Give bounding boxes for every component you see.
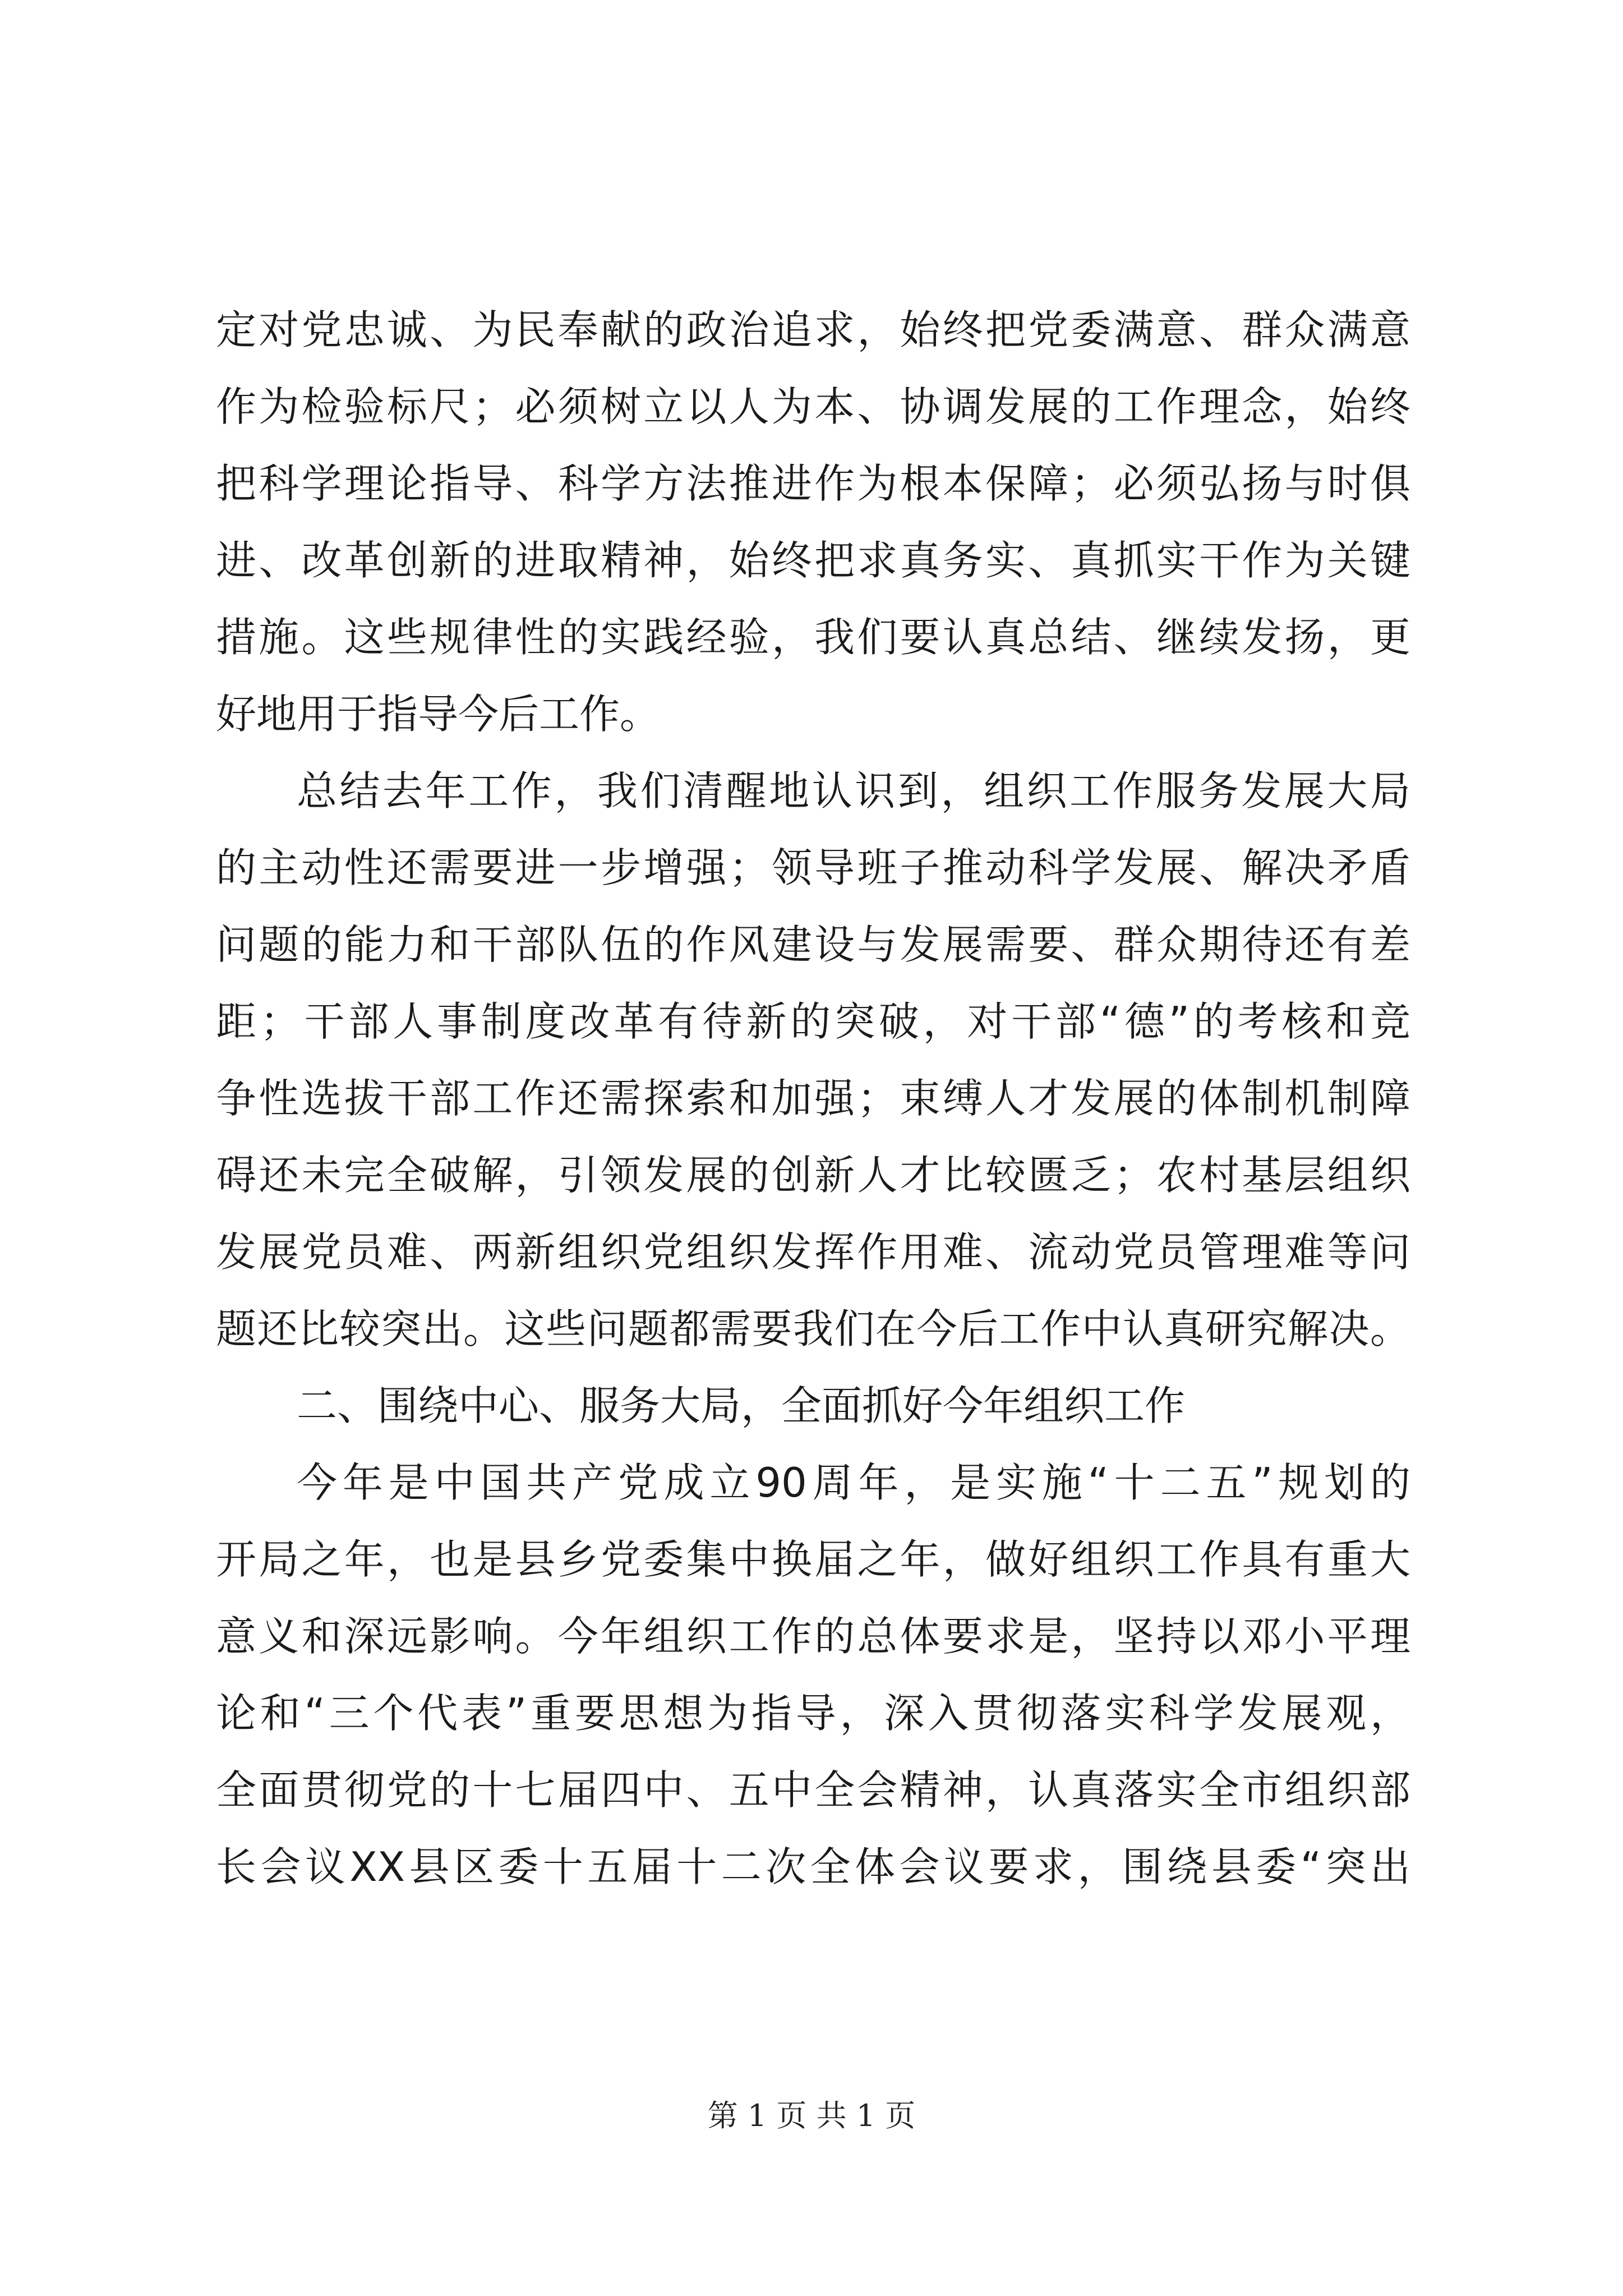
text-line: 好地用于指导今后工作。 bbox=[216, 691, 661, 738]
text-line: 把科学理论指导、科学方法推进作为根本保障；必须弘扬与时俱 bbox=[216, 460, 1410, 507]
text-line: 定对党忠诚、为民奉献的政治追求，始终把党委满意、群众满意 bbox=[216, 306, 1410, 353]
document-body bbox=[216, 292, 1410, 1906]
text-line: 距；干部人事制度改革有待新的突破，对干部“德”的考核和竞 bbox=[216, 998, 1410, 1045]
text-line: 今年是中国共产党成立90周年，是实施“十二五”规划的 bbox=[297, 1459, 1410, 1506]
text-line: 发展党员难、两新组织党组织发挥作用难、流动党员管理难等问 bbox=[216, 1228, 1410, 1276]
text-line: 措施。这些规律性的实践经验，我们要认真总结、继续发扬，更 bbox=[216, 614, 1410, 661]
text-line: 问题的能力和干部队伍的作风建设与发展需要、群众期待还有差 bbox=[216, 921, 1410, 968]
text-line: 作为检验标尺；必须树立以人为本、协调发展的工作理念，始终 bbox=[216, 383, 1410, 430]
text-line: 意义和深远影响。今年组织工作的总体要求是，坚持以邓小平理 bbox=[216, 1613, 1410, 1660]
text-line: 的主动性还需要进一步增强；领导班子推动科学发展、解决矛盾 bbox=[216, 844, 1410, 891]
text-line: 争性选拔干部工作还需探索和加强；束缚人才发展的体制机制障 bbox=[216, 1075, 1410, 1122]
section-heading: 二、围绕中心、服务大局，全面抓好今年组织工作 bbox=[297, 1382, 1186, 1429]
page-number-footer: 第 1 页 共 1 页 bbox=[707, 2098, 916, 2133]
text-line: 碍还未完全破解，引领发展的创新人才比较匮乏；农村基层组织 bbox=[216, 1152, 1410, 1199]
text-line: 题还比较突出。这些问题都需要我们在今后工作中认真研究解决。 bbox=[216, 1305, 1410, 1352]
text-line: 进、改革创新的进取精神，始终把求真务实、真抓实干作为关键 bbox=[216, 537, 1410, 584]
text-line: 总结去年工作，我们清醒地认识到，组织工作服务发展大局 bbox=[297, 767, 1410, 815]
text-line: 长会议XX县区委十五届十二次全体会议要求，围绕县委“突出 bbox=[216, 1843, 1410, 1890]
text-line: 全面贯彻党的十七届四中、五中全会精神，认真落实全市组织部 bbox=[216, 1766, 1410, 1814]
text-line: 论和“三个代表”重要思想为指导，深入贯彻落实科学发展观， bbox=[216, 1690, 1410, 1737]
text-line: 开局之年，也是县乡党委集中换届之年，做好组织工作具有重大 bbox=[216, 1536, 1410, 1583]
